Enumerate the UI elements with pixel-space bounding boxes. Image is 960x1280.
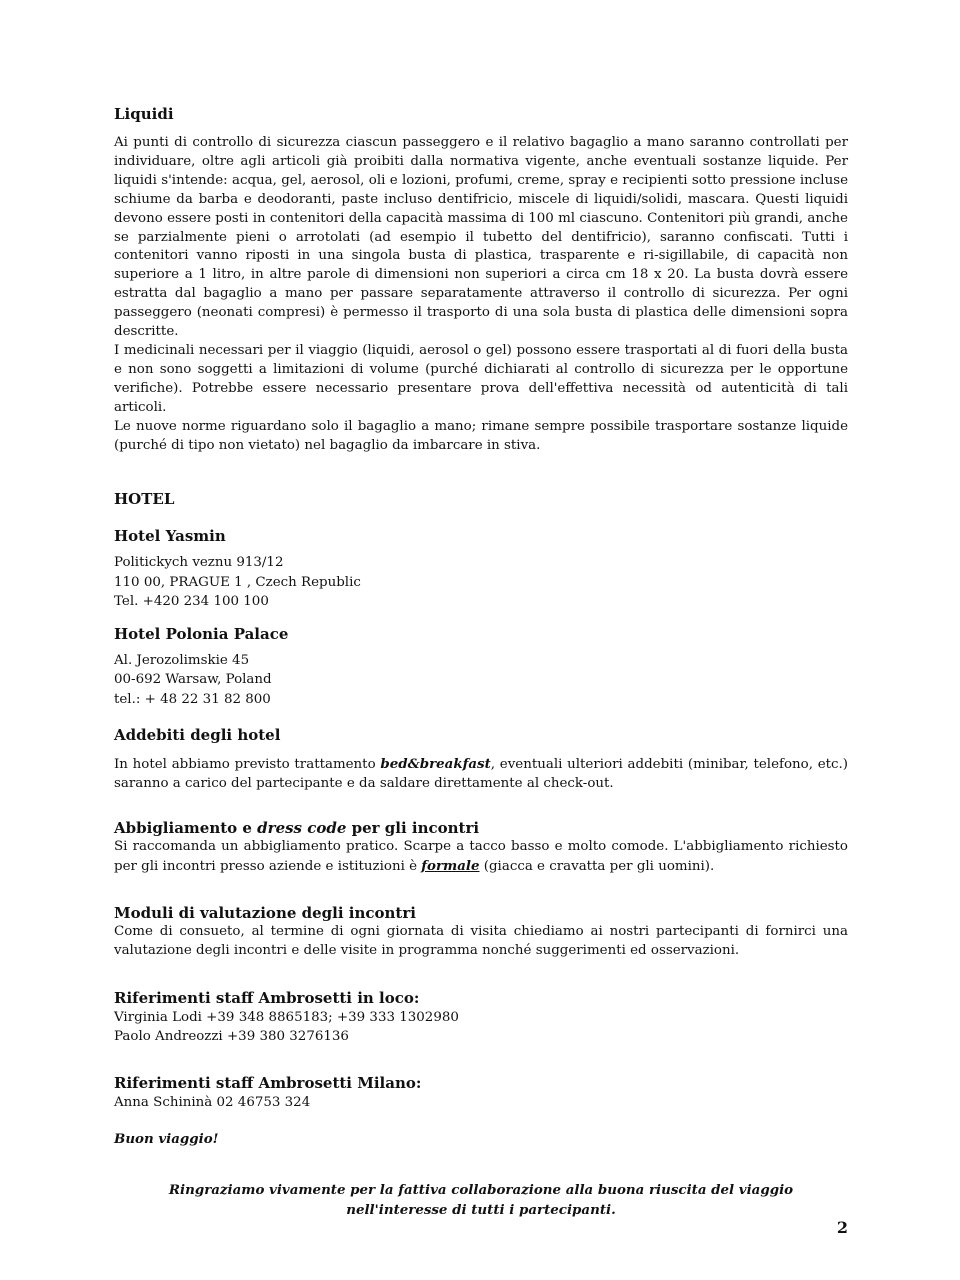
hotel-entry: [114, 526, 848, 612]
abbigliamento-title-a: Abbigliamento e: [114, 819, 258, 838]
abbigliamento-heading: [114, 818, 848, 838]
addebiti-emphasis: bed&breakfast: [380, 756, 491, 773]
addebiti-heading: Addebiti degli hotel: [114, 726, 281, 745]
hotel-phone: Tel. +420 234 100 100: [114, 594, 269, 610]
staff-loco-contact: Paolo Andreozzi +39 380 3276136: [114, 1029, 349, 1045]
buon-viaggio: Buon viaggio!: [114, 1131, 219, 1148]
hotel-address-street: Al. Jerozolimskie 45: [114, 652, 250, 668]
hotel-entry: [114, 624, 848, 710]
liquidi-paragraph-2: I medicinali necessari per il viaggio (liquidi, aerosol o gel) possono essere trasportati al di fuori della busta e non sono soggetti a limitazioni di volume (purché dichiarati al controllo di sicurezza per le opportune verifiche). Potrebbe essere necessario presentare prova dell'effettiva necessità od autenticità di tali articoli.: [114, 342, 848, 415]
page-number: 2: [836, 1218, 848, 1237]
addebiti-text-b: , eventuali ulteriori addebiti (minibar, telefono, etc.) saranno a carico del partecipante e da saldare direttamente al check-out.: [114, 757, 848, 792]
abbigliamento-title-emphasis: dress code: [257, 819, 347, 838]
hotel-address-city: 110 00, PRAGUE 1 , Czech Republic: [114, 574, 361, 590]
hotel-section-heading: HOTEL: [114, 490, 175, 509]
document-body: [114, 100, 848, 1150]
staff-milano-heading: Riferimenti staff Ambrosetti Milano:: [114, 1073, 422, 1092]
liquidi-paragraph-3: Le nuove norme riguardano solo il bagaglio a mano; rimane sempre possibile trasportare sostanze liquide (purché di tipo non vietato) nel bagaglio da imbarcare in stiva.: [114, 418, 848, 453]
abbigliamento-title-b: per gli incontri: [346, 819, 480, 838]
liquidi-heading: Liquidi: [114, 105, 174, 123]
addebiti-paragraph: [114, 755, 848, 794]
abbigliamento-text-b: (giacca e cravatta per gli uomini).: [479, 859, 715, 875]
moduli-paragraph: Come di consueto, al termine di ogni giornata di visita chiediamo ai nostri partecipanti di fornirci una valutazione degli incontri e delle visite in programma nonché suggerimenti ed osservazioni.: [114, 924, 848, 958]
liquidi-paragraph-1: Ai punti di controllo di sicurezza ciascun passeggero e il relativo bagaglio a mano saranno controllati per individuare, oltre agli articoli già proibiti dalla normativa vigente, anche eventuali sostanze liquide. Per liquidi s'intende: acqua, gel, aerosol, oli e lozioni, profumi, creme, spray e recipienti sotto pressione incluse schiume da barba e deodoranti, paste incluso dentifricio, miscele di liquidi/solidi, mascara. Questi liquidi devono essere posti in contenitori della capacità massima di 100 ml ciascuno. Contenitori più grandi, anche se parzialmente pieni o arrotolati (ad esempio il tubetto del dentifricio), saranno confiscati. Tutti i contenitori vanno riposti in una singola busta di plastica, trasparente e ri-sigillabile, di capacità non superiore a 1 litro, in altre parole di dimensioni non superiori a circa cm 18 x 20. La busta dovrà essere estratta dal bagaglio a mano per passare separatamente attraverso il controllo di sicurezza. Per ogni passeggero (neonati compresi) è permesso il trasporto di una sola busta di plastica delle dimensioni sopra descritte.: [114, 135, 848, 340]
abbigliamento-formale: formale: [421, 858, 480, 875]
moduli-heading: Moduli di valutazione degli incontri: [114, 904, 416, 923]
hotel-address-city: 00-692 Warsaw, Poland: [114, 672, 272, 688]
hotel-name: Hotel Polonia Palace: [114, 624, 289, 643]
abbigliamento-text-a: Si raccomanda un abbigliamento pratico. Scarpe a tacco basso e molto comode. L'abbigliamento richiesto per gli incontri presso aziende e istituzioni è: [114, 839, 848, 875]
closing-line: nell'interesse di tutti i partecipanti.: [346, 1202, 616, 1218]
abbigliamento-paragraph: [114, 838, 848, 877]
closing-line: Ringraziamo vivamente per la fattiva collaborazione alla buona riuscita del viaggio: [168, 1182, 794, 1198]
hotel-phone: tel.: + 48 22 31 82 800: [114, 691, 271, 707]
hotel-address-street: Politickych veznu 913/12: [114, 555, 284, 571]
hotel-name: Hotel Yasmin: [114, 527, 226, 546]
staff-milano-contact: Anna Schininà 02 46753 324: [114, 1094, 311, 1110]
staff-loco-contact: Virginia Lodi +39 348 8865183; +39 333 1302980: [114, 1009, 459, 1025]
addebiti-text-a: In hotel abbiamo previsto trattamento: [114, 757, 381, 773]
closing-note: [114, 1180, 848, 1220]
staff-loco-heading: Riferimenti staff Ambrosetti in loco:: [114, 988, 420, 1007]
